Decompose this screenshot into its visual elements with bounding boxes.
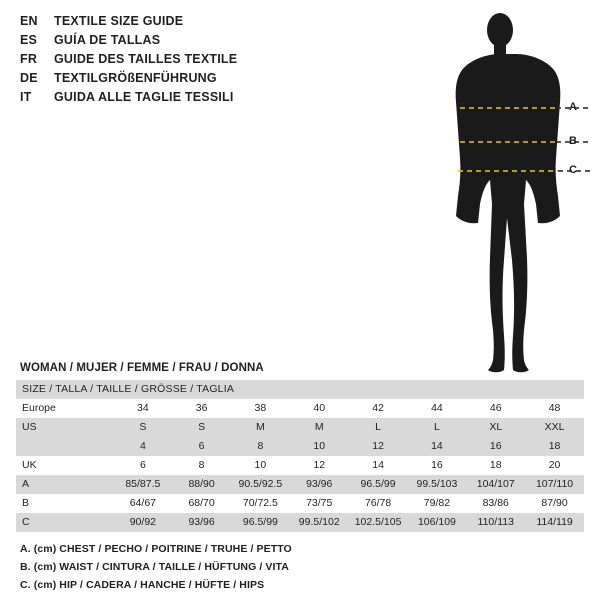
cell: 16 bbox=[466, 437, 525, 456]
cell: 46 bbox=[466, 399, 525, 418]
cell: 93/96 bbox=[172, 513, 231, 532]
cell: M bbox=[231, 418, 290, 437]
row-label-us: US bbox=[16, 418, 113, 437]
cell: 8 bbox=[231, 437, 290, 456]
note-a: A. (cm) CHEST / PECHO / POITRINE / TRUHE / PETTO bbox=[20, 543, 292, 555]
language-code-fr: FR bbox=[20, 52, 38, 66]
cell: 99.5/103 bbox=[408, 475, 467, 494]
measure-label-a: A bbox=[569, 101, 577, 113]
cell: 14 bbox=[349, 456, 408, 475]
cell: 73/75 bbox=[290, 494, 349, 513]
language-row-es bbox=[20, 33, 320, 52]
cell: 8 bbox=[172, 456, 231, 475]
table-row bbox=[16, 456, 584, 475]
note-c: C. (cm) HIP / CADERA / HANCHE / HÜFTE / HIPS bbox=[20, 579, 265, 591]
language-title-en: TEXTILE SIZE GUIDE bbox=[54, 14, 184, 28]
measurement-notes bbox=[20, 540, 580, 594]
language-code-en: EN bbox=[20, 14, 38, 28]
cell: XL bbox=[466, 418, 525, 437]
cell: 6 bbox=[172, 437, 231, 456]
language-row-it bbox=[20, 90, 320, 109]
cell: 4 bbox=[113, 437, 172, 456]
table-row bbox=[16, 475, 584, 494]
cell: 16 bbox=[408, 456, 467, 475]
cell: 102.5/105 bbox=[349, 513, 408, 532]
cell: 99.5/102 bbox=[290, 513, 349, 532]
cell: 114/119 bbox=[525, 513, 584, 532]
cell: 90.5/92.5 bbox=[231, 475, 290, 494]
cell: 14 bbox=[408, 437, 467, 456]
measure-label-c: C bbox=[569, 164, 577, 176]
cell: 18 bbox=[466, 456, 525, 475]
language-code-es: ES bbox=[20, 33, 38, 47]
table-row bbox=[16, 513, 584, 532]
language-title-fr: GUIDE DES TAILLES TEXTILE bbox=[54, 52, 238, 66]
cell: 106/109 bbox=[408, 513, 467, 532]
cell: M bbox=[290, 418, 349, 437]
cell: 110/113 bbox=[466, 513, 525, 532]
cell: L bbox=[408, 418, 467, 437]
table-row bbox=[16, 418, 584, 437]
cell: 40 bbox=[290, 399, 349, 418]
language-row-de bbox=[20, 71, 320, 90]
table-header-label: SIZE / TALLA / TAILLE / GRÖSSE / TAGLIA bbox=[16, 380, 584, 399]
table-row bbox=[16, 399, 584, 418]
cell: 12 bbox=[349, 437, 408, 456]
cell: 76/78 bbox=[349, 494, 408, 513]
cell: 10 bbox=[231, 456, 290, 475]
cell: S bbox=[172, 418, 231, 437]
measure-label-b: B bbox=[569, 135, 577, 147]
cell: 12 bbox=[290, 456, 349, 475]
row-label-uk: UK bbox=[16, 456, 113, 475]
cell: 10 bbox=[290, 437, 349, 456]
table-header-row bbox=[16, 380, 584, 399]
cell: 85/87.5 bbox=[113, 475, 172, 494]
cell: 70/72.5 bbox=[231, 494, 290, 513]
language-code-it: IT bbox=[20, 90, 32, 104]
cell: 36 bbox=[172, 399, 231, 418]
woman-silhouette-figure bbox=[400, 8, 600, 378]
language-code-de: DE bbox=[20, 71, 38, 85]
row-label-us-numeric bbox=[16, 437, 113, 456]
language-row-en bbox=[20, 14, 320, 33]
cell: 44 bbox=[408, 399, 467, 418]
cell: 96.5/99 bbox=[231, 513, 290, 532]
language-title-it: GUIDA ALLE TAGLIE TESSILI bbox=[54, 90, 234, 104]
cell: 64/67 bbox=[113, 494, 172, 513]
cell: 93/96 bbox=[290, 475, 349, 494]
cell: 96.5/99 bbox=[349, 475, 408, 494]
cell: 68/70 bbox=[172, 494, 231, 513]
cell: 87/90 bbox=[525, 494, 584, 513]
language-title-block bbox=[20, 14, 320, 109]
size-table bbox=[16, 380, 584, 532]
table-caption: WOMAN / MUJER / FEMME / FRAU / DONNA bbox=[20, 362, 264, 374]
cell: L bbox=[349, 418, 408, 437]
woman-silhouette-icon bbox=[400, 8, 600, 378]
cell: 88/90 bbox=[172, 475, 231, 494]
cell: 42 bbox=[349, 399, 408, 418]
table-row bbox=[16, 494, 584, 513]
cell: 107/110 bbox=[525, 475, 584, 494]
cell: 104/107 bbox=[466, 475, 525, 494]
cell: 20 bbox=[525, 456, 584, 475]
cell: 48 bbox=[525, 399, 584, 418]
cell: 18 bbox=[525, 437, 584, 456]
language-title-de: TEXTILGRÖßENFÜHRUNG bbox=[54, 71, 217, 85]
cell: 83/86 bbox=[466, 494, 525, 513]
language-row-fr bbox=[20, 52, 320, 71]
cell: XXL bbox=[525, 418, 584, 437]
cell: 79/82 bbox=[408, 494, 467, 513]
note-b: B. (cm) WAIST / CINTURA / TAILLE / HÜFTUNG / VITA bbox=[20, 561, 289, 573]
row-label-c: C bbox=[16, 513, 113, 532]
row-label-b: B bbox=[16, 494, 113, 513]
cell: 34 bbox=[113, 399, 172, 418]
cell: S bbox=[113, 418, 172, 437]
cell: 90/92 bbox=[113, 513, 172, 532]
row-label-a: A bbox=[16, 475, 113, 494]
row-label-europe: Europe bbox=[16, 399, 113, 418]
cell: 38 bbox=[231, 399, 290, 418]
table-row bbox=[16, 437, 584, 456]
cell: 6 bbox=[113, 456, 172, 475]
language-title-es: GUÍA DE TALLAS bbox=[54, 33, 161, 47]
